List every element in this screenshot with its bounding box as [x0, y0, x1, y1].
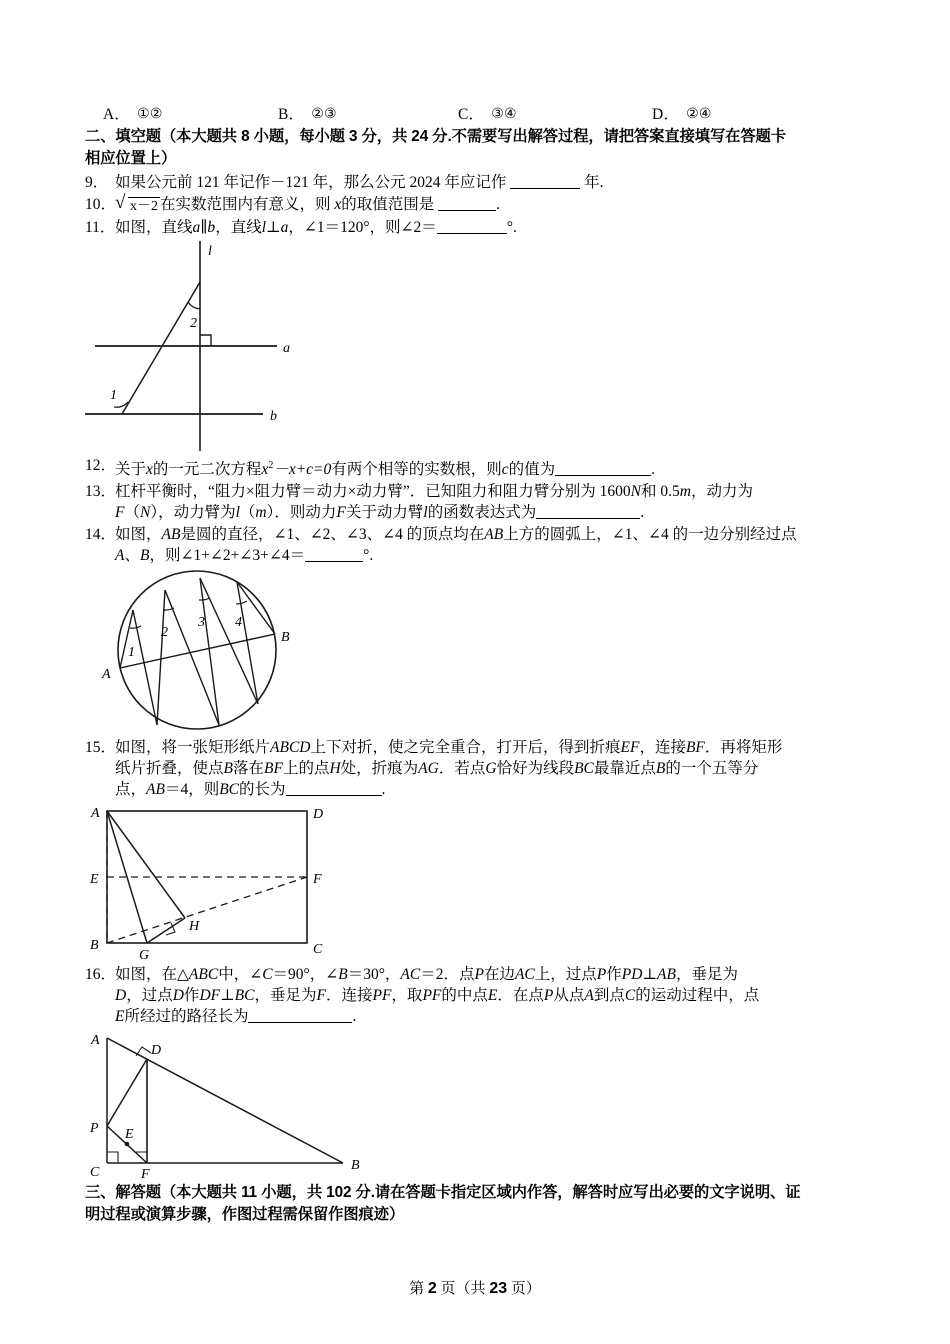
question-14-blank: [305, 561, 363, 562]
question-14-line1-b: 是圆的直径，∠1、∠2、∠3、∠4 的顶点均在: [180, 526, 485, 543]
question-16-line3-a: 所经过的路径长为: [124, 1008, 249, 1025]
question-15-line2-f: 恰好为线段: [496, 760, 575, 777]
question-16-Pm: P: [543, 987, 554, 1004]
question-10-number: 10．: [85, 196, 117, 213]
question-10: [85, 194, 867, 216]
question-15-G: G: [485, 760, 497, 777]
question-15-line1-b: 上下对折，使之完全重合，打开后，得到折痕: [310, 739, 621, 756]
question-15-BC: BC: [574, 760, 594, 777]
section-three-heading-line2: 明过程或演算步骤，作图过程需保留作图痕迹）: [85, 1205, 405, 1223]
question-15-ABCD: ABCD: [270, 739, 311, 756]
question-13-unit-m2: m: [255, 504, 267, 521]
choice-a-label: A．: [103, 106, 131, 123]
question-14-number: 14．: [85, 526, 117, 543]
question-16-PF2: PF: [422, 987, 442, 1004]
figure-15-label-F: F: [313, 872, 322, 887]
question-16-line1-g: 上，过点: [534, 966, 597, 983]
question-13-line2-b: ），动力臂为: [150, 504, 236, 521]
question-15-EF: EF: [620, 739, 640, 756]
footer-total-pages: 23: [489, 1280, 508, 1297]
question-16-F: F: [316, 987, 326, 1004]
question-12-var-x: x: [146, 461, 153, 478]
question-16-P: P: [474, 966, 484, 983]
question-14: [85, 524, 867, 566]
question-11-number: 11．: [85, 219, 116, 236]
figure-15-label-D: D: [313, 807, 324, 822]
question-16-line2-c: ，垂足为: [254, 987, 317, 1004]
choice-c-label: C．: [458, 106, 485, 123]
page-content: [85, 105, 867, 1226]
figure-15-label-A: A: [91, 806, 100, 821]
question-13-line2-d: ）．则动力: [266, 504, 337, 521]
question-15-line1-d: ．再将矩形: [704, 739, 783, 756]
question-13-line1-c: ，动力为: [690, 483, 753, 500]
question-15-line3-c: 的长为: [239, 781, 286, 798]
figure-16-label-B: B: [351, 1158, 360, 1173]
question-15: [85, 737, 867, 800]
question-15-number: 15．: [85, 739, 117, 756]
question-15-line2-d: 处，折痕为: [340, 760, 419, 777]
question-15-line2-h: 的一个五等分: [665, 760, 759, 777]
question-13-line2-a: （: [124, 504, 140, 521]
question-16: [85, 964, 867, 1027]
question-12-text-b: 的一元二次方程: [152, 461, 262, 478]
question-14-line2-a: 、: [124, 547, 140, 564]
question-15-line2-g: 最靠近点: [593, 760, 656, 777]
figure-15-label-B: B: [90, 938, 99, 953]
question-16-line2-j: 的运动过程中，点: [635, 987, 760, 1004]
question-16-line1-f: 在边: [483, 966, 515, 983]
answer-choices-row: [85, 105, 867, 125]
choice-b: [278, 105, 458, 125]
sqrt-expression: [115, 192, 160, 216]
question-15-BC2: BC: [219, 781, 240, 798]
figure-15-label-G: G: [139, 948, 150, 961]
question-16-A: A: [584, 987, 594, 1004]
question-10-text-a: 在实数范围内有意义，则: [160, 196, 331, 213]
figure-15-label-E: E: [90, 872, 99, 887]
question-16-DF: DF⊥BC: [199, 987, 255, 1004]
question-11-blank: [437, 233, 507, 234]
question-16-line1-a: 如图，在△: [115, 966, 189, 983]
question-16-line2-d: ．连接: [325, 987, 373, 1004]
question-14-B: B: [139, 547, 150, 564]
choice-d-value: ②④: [686, 107, 712, 122]
question-16-line1-e: ＝2．点: [420, 966, 475, 983]
question-13-line1-b: 和 0.5: [640, 483, 680, 500]
question-15-B2: B: [655, 760, 666, 777]
figure-question-11: [85, 239, 867, 454]
question-15-blank: [286, 795, 382, 796]
question-11-text-b: ，直线: [215, 219, 262, 236]
figure-14-label-1: 1: [128, 645, 135, 660]
question-12-expr-rest: －x+c=0: [273, 461, 332, 478]
sqrt-icon: √: [115, 192, 126, 213]
question-15-line1-a: 如图，将一张矩形纸片: [115, 739, 271, 756]
question-16-PF: PF: [372, 987, 392, 1004]
section-two-heading-line2: 相应位置上）: [85, 149, 177, 167]
question-16-line1-h: 作: [606, 966, 622, 983]
question-16-line2: [115, 985, 867, 1006]
question-13-line1-a: 杠杆平衡时，“阻力×阻力臂＝动力×动力臂”．已知阻力和阻力臂分别为 1600: [115, 483, 631, 500]
figure-16-label-P: P: [90, 1121, 99, 1136]
question-16-D2: D: [172, 987, 184, 1004]
question-14-AB: AB: [161, 526, 181, 543]
question-16-line2-h: 从点: [553, 987, 585, 1004]
figure-14-label-4: 4: [235, 615, 242, 630]
question-15-line3-d: .: [381, 781, 386, 798]
choice-b-label: B．: [278, 106, 305, 123]
figure-11-label-angle1: 1: [110, 388, 117, 403]
question-15-line3-b: ＝4，则: [164, 781, 220, 798]
question-16-line2-b: 作: [183, 987, 200, 1004]
question-15-line3-a: 点，: [115, 781, 147, 798]
question-13-blank: [536, 518, 640, 519]
question-16-line2-g: ．在点: [497, 987, 544, 1004]
choice-d-label: D．: [652, 106, 680, 123]
question-15-line1-c: ，连接: [639, 739, 686, 756]
footer-middle: 页（共: [440, 1281, 486, 1297]
choice-a: [103, 105, 278, 125]
figure-question-16: [85, 1028, 867, 1180]
question-16-line3-b: .: [352, 1008, 357, 1025]
question-16-PD: PD⊥AB: [621, 966, 676, 983]
question-14-AB2: AB: [484, 526, 504, 543]
question-14-line2-b: ，则∠1+∠2+∠3+∠4＝: [149, 547, 306, 564]
figure-question-15: [85, 801, 867, 961]
question-15-B: B: [223, 760, 233, 777]
question-16-ABC: ABC: [188, 966, 219, 983]
question-15-AG: AG: [418, 760, 439, 777]
question-9: [85, 172, 867, 193]
figure-16-label-E: E: [125, 1127, 134, 1142]
question-15-BF2: BF: [264, 760, 283, 777]
question-14-line2-c: °.: [363, 547, 374, 564]
question-10-var-x: x: [334, 196, 342, 213]
question-15-BF: BF: [685, 739, 705, 756]
choice-a-value: ①②: [137, 107, 163, 122]
question-12: [85, 455, 867, 480]
question-12-text-d: 的值为: [508, 461, 556, 478]
question-13-var-l2: l: [423, 504, 428, 521]
question-14-line1-c: 上方的圆弧上，∠1、∠4 的一边分别经过点: [503, 526, 797, 543]
question-14-line2: [115, 545, 867, 566]
question-16-line1-i: ，垂足为: [675, 966, 738, 983]
figure-14-label-A: A: [102, 667, 111, 682]
footer-page-number: 2: [427, 1280, 437, 1297]
figure-16-label-A: A: [91, 1033, 100, 1048]
question-10-text-c: .: [496, 196, 501, 213]
question-16-blank: [248, 1022, 352, 1023]
question-16-C: C: [262, 966, 273, 983]
question-15-line2: [115, 758, 867, 779]
question-13-var-F: F: [115, 504, 125, 521]
question-13-line2: [115, 502, 867, 523]
figure-16-label-C: C: [90, 1165, 100, 1180]
choice-c: [458, 105, 652, 125]
question-10-blank: [438, 210, 496, 211]
question-13-var-l: l: [235, 504, 240, 521]
question-10-text-b: 的取值范围是: [341, 196, 435, 213]
question-15-line2-c: 上的点: [282, 760, 330, 777]
question-12-expr: x: [261, 461, 269, 478]
question-13-number: 13．: [85, 483, 117, 500]
question-11-expr-b: l⊥a: [261, 219, 289, 236]
section-two-heading-line1: 二、填空题（本大题共 8 小题，每小题 3 分，共 24 分.不需要写出解答过程，请把答案直接填写在答题卡: [85, 128, 786, 145]
question-12-number: 12．: [85, 457, 117, 474]
question-13-line2-c: （: [239, 504, 256, 521]
question-16-number: 16．: [85, 966, 117, 983]
question-14-line1-a: 如图，: [115, 526, 162, 543]
question-16-E: E: [487, 987, 498, 1004]
figure-15-label-C: C: [313, 942, 323, 957]
choice-c-value: ③④: [491, 107, 517, 122]
question-16-ACb: AC: [514, 966, 535, 983]
question-12-text-a: 关于: [115, 461, 147, 478]
question-11-text-a: 如图，直线: [115, 219, 193, 236]
question-11-text-d: °.: [506, 219, 517, 236]
question-13-line2-g: .: [640, 504, 645, 521]
question-9-text-b: 年.: [584, 174, 604, 191]
question-9-number: 9．: [85, 174, 109, 191]
figure-16-label-D: D: [151, 1043, 162, 1058]
question-15-line2-b: 落在: [232, 760, 264, 777]
question-13-unit-m: m: [679, 483, 691, 500]
footer-suffix: 页）: [510, 1281, 541, 1297]
figure-14-label-2: 2: [161, 625, 168, 640]
question-15-AB: AB: [146, 781, 165, 798]
question-16-line1-c: ＝90°，∠: [272, 966, 339, 983]
question-16-line2-a: ，过点: [126, 987, 173, 1004]
question-9-blank: [510, 188, 580, 189]
question-15-H: H: [329, 760, 341, 777]
question-16-Cm: C: [624, 987, 636, 1004]
question-12-expr-sup: 2: [268, 460, 274, 471]
question-15-line3: [115, 779, 867, 800]
choice-d: [652, 105, 712, 125]
page-footer: [0, 1277, 950, 1298]
figure-16-label-F: F: [141, 1167, 150, 1180]
question-11-expr-a: a∥b: [192, 219, 216, 236]
question-13-line2-f: 的函数表达式为: [427, 504, 537, 521]
question-15-line2-a: 纸片折叠，使点: [115, 760, 224, 777]
question-16-P2: P: [596, 966, 607, 983]
figure-question-14: [85, 568, 867, 733]
figure-14-label-B: B: [281, 630, 290, 645]
question-14-A: A: [115, 547, 125, 564]
figure-11-label-a: a: [283, 341, 290, 356]
question-16-D: D: [115, 987, 127, 1004]
question-16-E2: E: [115, 1008, 125, 1025]
question-12-text-e: .: [651, 461, 656, 478]
figure-14-label-3: 3: [198, 615, 205, 630]
figure-11-label-b: b: [270, 409, 277, 424]
question-16-line1-d: ＝30°，: [347, 966, 401, 983]
question-13: [85, 481, 867, 523]
figure-11-label-angle2: 2: [190, 316, 197, 331]
question-9-text-a: 如果公元前 121 年记作－121 年，那么公元 2024 年应记作: [115, 174, 507, 191]
question-11-text-c: ，∠1＝120°，则∠2＝: [288, 219, 437, 236]
question-15-line2-e: ．若点: [438, 760, 486, 777]
question-16-line2-f: 的中点: [441, 987, 488, 1004]
question-16-line3: [115, 1006, 867, 1027]
question-13-unit-N: N: [630, 483, 641, 500]
question-16-line1-b: 中，∠: [218, 966, 263, 983]
question-13-unit-N2: N: [139, 504, 151, 521]
question-12-var-c: c: [501, 461, 509, 478]
figure-15-label-H: H: [189, 919, 200, 934]
choice-b-value: ②③: [311, 107, 337, 122]
question-13-var-F2: F: [336, 504, 346, 521]
question-12-blank: [555, 475, 651, 476]
sqrt-radicand: x－2: [130, 199, 158, 214]
figure-11-label-l: l: [208, 244, 212, 259]
question-12-text-c: 有两个相等的实数根，则: [331, 461, 502, 478]
footer-prefix: 第: [409, 1281, 425, 1297]
question-11: [85, 217, 867, 238]
question-16-B: B: [338, 966, 348, 983]
section-three-heading-line1: 三、解答题（本大题共 11 小题，共 102 分.请在答题卡指定区域内作答，解答时应写出必要的文字说明、证: [85, 1184, 801, 1201]
question-16-line2-i: 到点: [593, 987, 625, 1004]
question-13-line2-e: 关于动力臂: [345, 504, 424, 521]
question-16-AC: AC: [400, 966, 421, 983]
question-16-line2-e: ，取: [391, 987, 423, 1004]
